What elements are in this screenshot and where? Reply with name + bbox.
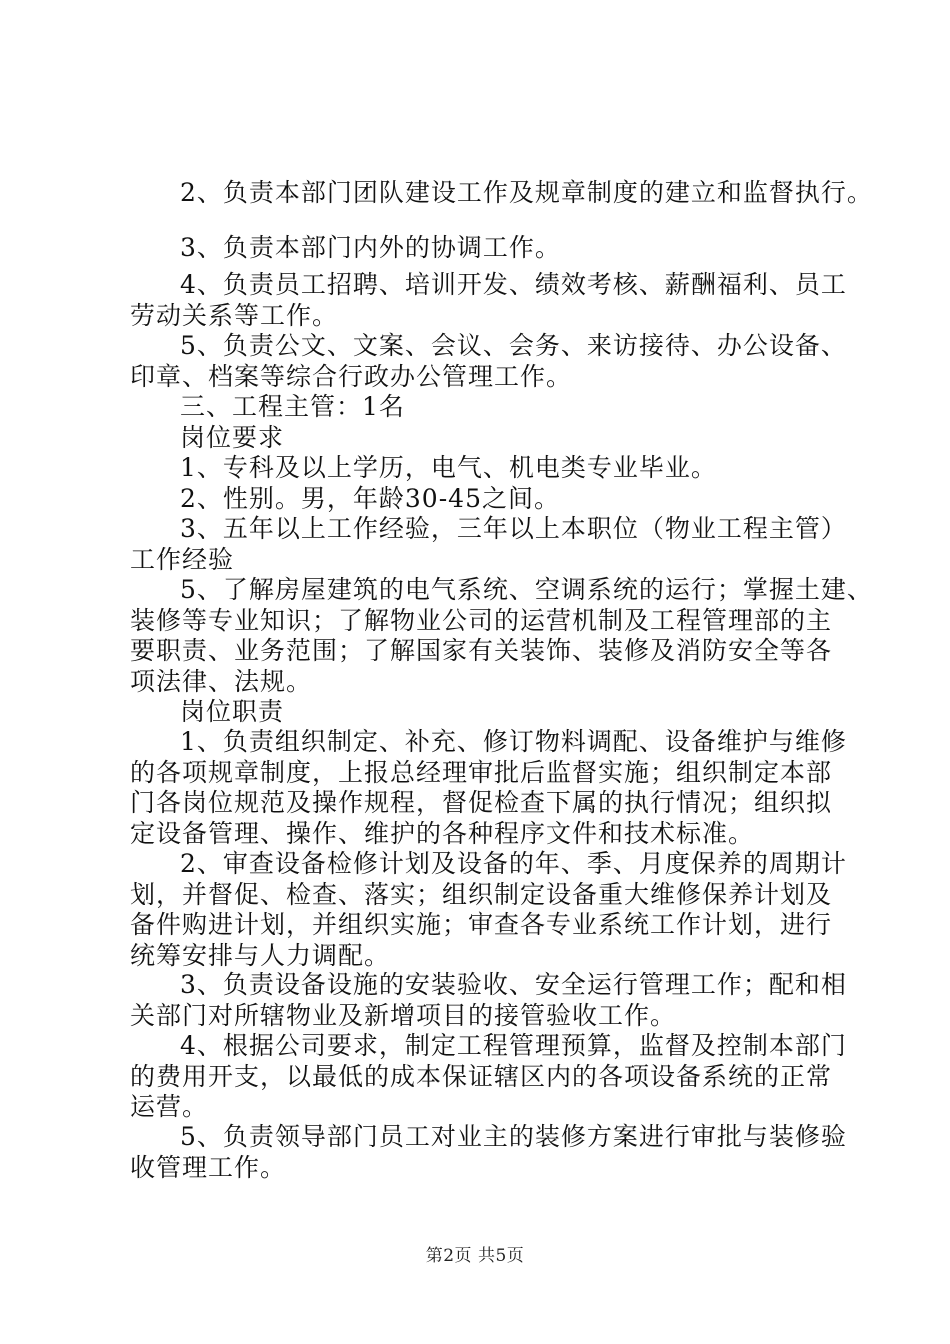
paragraph [130,697,840,728]
paragraph-line: 2、性别。男，年龄30-45之间。 [180,484,560,513]
paragraph [130,453,840,484]
paragraph-line: 1、负责组织制定、补充、修订物料调配、设备维护与维修 [180,727,847,756]
paragraph-line: 项法律、法规。 [130,666,313,696]
paragraph-line: 关部门对所辖物业及新增项目的接管验收工作。 [130,1000,677,1030]
paragraph-line: 的费用开支，以最低的成本保证辖区内的各项设备系统的正常 [130,1061,833,1091]
paragraph [130,331,847,392]
paragraph [130,514,847,575]
paragraph-line: 统筹安排与人力调配。 [130,940,391,970]
paragraph-line: 3、负责设备设施的安装验收、安全运行管理工作；配和相 [180,970,847,999]
paragraph [130,1031,847,1123]
paragraph [130,233,840,264]
paragraph-line: 运营。 [130,1092,209,1121]
paragraph [130,727,847,849]
paragraph [130,484,840,515]
paragraph-line: 三、工程主管：1名 [180,392,405,421]
paragraph-line: 定设备管理、操作、维护的各种程序文件和技术标准。 [130,818,755,848]
paragraph-line: 2、负责本部门团队建设工作及规章制度的建立和监督执行。 [180,178,873,207]
paragraph-line: 劳动关系等工作。 [130,300,339,330]
paragraph-line: 要职责、业务范围；了解国家有关装饰、装修及消防安全等各 [130,636,833,665]
paragraph [130,1122,847,1183]
paragraph-line: 岗位职责 [180,697,285,726]
paragraph-line: 5、了解房屋建筑的电气系统、空调系统的运行；掌握土建、 [180,575,873,604]
paragraph-line: 2、审查设备检修计划及设备的年、季、月度保养的周期计 [180,849,847,878]
paragraph-line: 5、负责公文、文案、会议、会务、来访接待、办公设备、 [180,331,847,360]
paragraph-line: 印章、档案等综合行政办公管理工作。 [130,361,573,391]
paragraph-line: 划，并督促、检查、落实；组织制定设备重大维修保养计划及 [130,879,833,909]
paragraph [130,178,873,209]
paragraph-line: 的各项规章制度，上报总经理审批后监督实施；组织制定本部 [130,757,833,787]
paragraph-line: 工作经验 [130,544,235,574]
page-footer: 第2页 共5页 [425,1246,525,1266]
paragraph-line: 备件购进计划，并组织实施；审查各专业系统工作计划，进行 [130,910,833,939]
paragraph-line: 3、五年以上工作经验，三年以上本职位（物业工程主管） [180,514,847,543]
paragraph-line: 4、根据公司要求，制定工程管理预算，监督及控制本部门 [180,1031,847,1060]
paragraph-line: 装修等专业知识；了解物业公司的运营机制及工程管理部的主 [130,605,833,635]
paragraph-line: 岗位要求 [180,423,285,452]
paragraph [130,575,873,697]
paragraph-line: 5、负责领导部门员工对业主的装修方案进行审批与装修验 [180,1122,847,1151]
paragraph [130,849,847,971]
paragraph-line: 1、专科及以上学历，电气、机电类专业毕业。 [180,453,717,482]
paragraph-line: 3、负责本部门内外的协调工作。 [180,233,561,262]
paragraph-line: 收管理工作。 [130,1152,287,1182]
paragraph-line: 4、负责员工招聘、培训开发、绩效考核、薪酬福利、员工 [180,270,847,299]
paragraph [130,423,840,454]
paragraph [130,970,847,1031]
paragraph [130,270,847,331]
paragraph [130,392,840,423]
paragraph-line: 门各岗位规范及操作规程，督促检查下属的执行情况；组织拟 [130,788,833,817]
